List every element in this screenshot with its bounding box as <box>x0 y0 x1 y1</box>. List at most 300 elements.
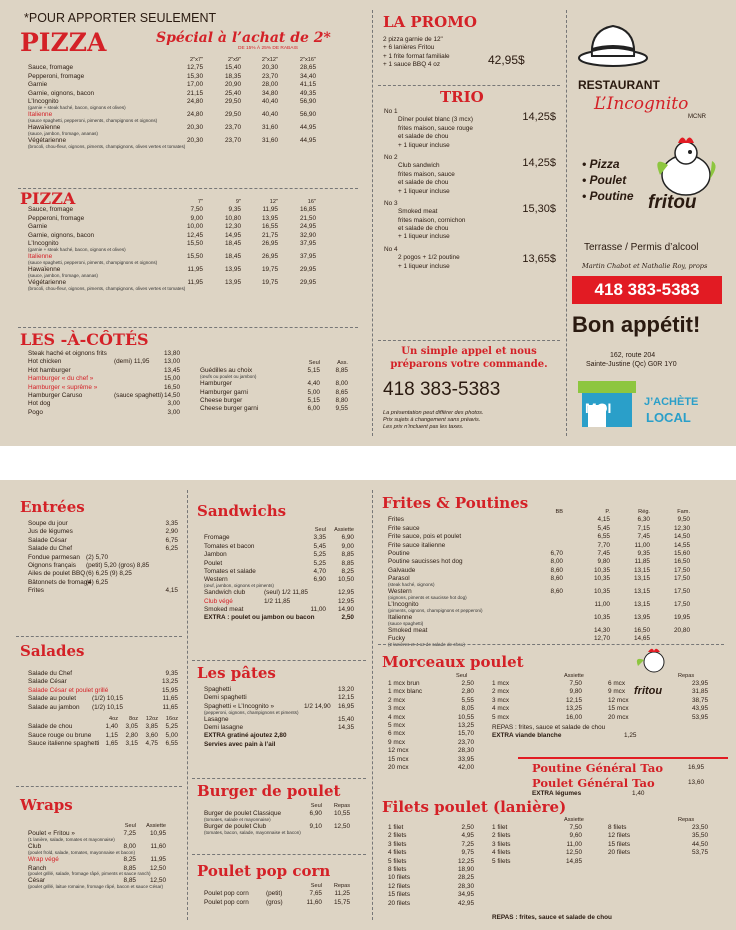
item-name: Salade César <box>28 536 67 544</box>
item-extra: 1/2 14,90 <box>304 702 331 710</box>
item-price: 10,35 <box>594 575 610 583</box>
item-name: Oignons français <box>28 561 76 569</box>
item-price: 6,55 <box>165 740 178 748</box>
menu-item <box>388 550 718 558</box>
menu-item <box>28 520 180 528</box>
item-price: 17,50 <box>674 588 690 596</box>
count-label: 20 filets <box>388 899 411 907</box>
item-price: 11,95 <box>187 278 203 286</box>
item-description: (brocoli, chou-fleur, oignons, piments, champignons, olives vertes et tomates) <box>28 143 186 149</box>
count-label: 12 filets <box>388 882 411 890</box>
menu-item <box>28 223 358 231</box>
item-price: 1,40 <box>105 723 118 731</box>
menu-item <box>204 534 356 542</box>
column-header: Repas <box>678 673 695 679</box>
item-price: 12,75 <box>187 64 203 72</box>
item-price: 12,95 <box>338 597 354 605</box>
item-name: Italienne <box>28 110 53 118</box>
item-price: 7,45 <box>597 549 610 557</box>
item-name: Tomates et salade <box>204 567 256 575</box>
item-price: 13,00 <box>164 358 180 366</box>
sandwich-extra <box>204 614 356 622</box>
item-price: 3,60 <box>145 731 158 739</box>
count-label: 20 filets <box>608 849 631 857</box>
item-price: 9,10 <box>309 823 322 831</box>
sauces-table <box>28 715 180 749</box>
divider <box>16 786 182 787</box>
item-price: 37,95 <box>300 252 316 260</box>
item-price: 20,30 <box>262 64 278 72</box>
item-price: 13,95 <box>634 613 650 621</box>
fritou-small-logo: fritou <box>634 685 663 697</box>
count-price: 33,95 <box>458 755 474 763</box>
morceaux-title: Morceaux poulet <box>382 653 524 671</box>
count-label: 15 filets <box>608 840 631 848</box>
menu-item <box>28 723 180 731</box>
menu-item <box>28 545 180 553</box>
count-label: 4 mcx <box>492 705 510 713</box>
item-name: Guédilles au choix <box>200 367 253 375</box>
count-label: 1 mcx brun <box>388 680 420 687</box>
item-price: 5,25 <box>313 559 326 567</box>
menu-item <box>28 64 358 72</box>
specialty-item: • Pizza <box>582 157 620 171</box>
item-price: 19,95 <box>674 613 690 621</box>
item-price: 25,40 <box>225 89 241 97</box>
item-price: 18,35 <box>225 72 241 80</box>
pates-extra: EXTRA gratiné ajoutez 2,80 <box>204 732 287 740</box>
disclaimer <box>383 410 483 431</box>
item-description: (2 lanières et 4 oz de salade de chou) <box>388 641 465 647</box>
item-name: Pepperoni, fromage <box>28 72 85 80</box>
item-price: 14,35 <box>338 724 354 732</box>
item-name: Poulet pop corn <box>204 890 249 898</box>
count-price: 13,25 <box>458 722 474 729</box>
column-header: Seul <box>124 823 136 829</box>
item-price: 10,35 <box>594 588 610 596</box>
item-price: 15,60 <box>674 549 690 557</box>
item-name: Garnie, oignons, bacon <box>28 89 95 97</box>
item-description: (sauce spaghetti, pepperoni, piments, champignons et oignons) <box>28 117 158 123</box>
menu-item <box>28 232 358 240</box>
menu-item <box>28 240 358 248</box>
address-line-2: Sainte-Justine (Qc) G0R 1Y0 <box>586 361 677 368</box>
item-name: Salade du Chef <box>28 670 73 677</box>
column-header: Assiette <box>564 817 584 823</box>
item-name: Western <box>204 576 228 584</box>
count-price: 9,80 <box>569 688 582 696</box>
item-extra: (2) 5,70 <box>86 553 109 561</box>
item-price: 4,15 <box>165 587 178 595</box>
trio-line: et salade de chou <box>398 179 449 187</box>
bon-appetit: Bon appétit! <box>572 312 701 337</box>
menu-item <box>28 367 184 375</box>
item-price: 8,85 <box>123 864 136 872</box>
item-price: 11,60 <box>150 843 166 851</box>
column-header: 2"x12" <box>261 57 278 63</box>
item-name: Frite sauce italienne <box>388 541 446 549</box>
count-label: 3 filets <box>492 840 511 848</box>
item-price: 13,15 <box>634 600 650 608</box>
item-price: 14,50 <box>164 391 180 399</box>
count-label: 5 mcx <box>492 713 510 721</box>
menu-item <box>204 810 356 818</box>
item-name: Pogo <box>28 408 43 416</box>
item-extra: (6) 6,25 (9) 8,25 <box>86 570 132 578</box>
burger-title: Burger de poulet <box>197 782 341 800</box>
item-price: 11,60 <box>306 898 322 906</box>
item-description: (sauce spaghetti, pepperoni, piments, champignons et oignons) <box>28 259 158 265</box>
item-price: 6,30 <box>637 516 650 524</box>
item-name: Salade César et poulet grillé <box>28 686 109 694</box>
count-price: 28,30 <box>458 747 474 755</box>
item-price: 12,30 <box>674 524 690 532</box>
item-price: 15,40 <box>225 64 241 72</box>
item-price: 17,50 <box>674 566 690 574</box>
menu-item <box>28 732 180 740</box>
column-header: Assiette <box>146 823 166 829</box>
item-price: 15,95 <box>162 686 178 694</box>
item-price: 4,15 <box>597 516 610 524</box>
item-name: Italienne <box>388 613 413 621</box>
promo-line: + 1 sauce BBQ 4 oz <box>383 61 441 69</box>
item-name: Végétarienne <box>28 278 67 286</box>
item-name: Tomates et bacon <box>204 542 255 550</box>
item-description: (steak haché, oignons) <box>388 582 435 588</box>
item-price: 7,70 <box>597 541 610 549</box>
count-price: 18,90 <box>458 866 474 873</box>
salades-title: Salades <box>20 642 85 660</box>
cotes-left-list <box>28 350 184 417</box>
item-description: (garnie + steak haché, bacon, oignons et olives) <box>28 104 126 110</box>
item-price: 10,50 <box>338 576 354 584</box>
item-price: 11,00 <box>310 606 326 614</box>
item-price: 6,75 <box>165 536 178 544</box>
table-header <box>28 715 180 723</box>
phone-number: 418 383-5383 <box>383 379 501 400</box>
count-price: 23,50 <box>692 824 708 831</box>
trio-line: frites maison, sauce rouge <box>398 124 473 132</box>
item-price: 9,35 <box>637 549 650 557</box>
item-extra: (4) 6,25 <box>86 578 109 586</box>
item-price: 12,50 <box>150 877 166 885</box>
jachete-label: J’ACHÈTE <box>644 396 699 408</box>
item-price: 15,00 <box>164 375 180 383</box>
column-header: Rég. <box>638 509 650 515</box>
count-label: 5 mcx <box>388 722 406 729</box>
trio-line: et salade de chou <box>398 133 449 141</box>
menu-item <box>204 724 356 732</box>
menu-item <box>28 392 184 400</box>
item-price: 15,40 <box>338 715 354 723</box>
trio-line: Club sandwich <box>398 162 440 170</box>
menu-item <box>28 554 180 562</box>
menu-item <box>204 576 356 584</box>
tao-extra: EXTRA légumes <box>532 790 582 797</box>
entrees-list <box>28 520 180 596</box>
popcorn-list <box>204 882 356 907</box>
item-price: 8,25 <box>123 856 136 864</box>
count-label: 2 mcx <box>388 696 406 704</box>
column-header: 7" <box>197 199 203 205</box>
item-price: 10,35 <box>594 613 610 621</box>
count-price: 8,05 <box>461 705 474 713</box>
entrees-title: Entrées <box>20 498 85 516</box>
item-price: 17,50 <box>674 575 690 583</box>
item-name: Frite sauce <box>388 524 420 532</box>
menu-item <box>28 562 180 570</box>
menu-item <box>28 384 184 392</box>
item-name: Salade du Chef <box>28 545 73 553</box>
item-price: 34,40 <box>300 72 316 80</box>
item-extra: (seul) 1/2 11,85 <box>264 589 308 597</box>
menu-item <box>28 253 358 261</box>
item-price: 24,95 <box>300 223 316 231</box>
count-label: 8 filets <box>388 866 407 873</box>
item-price: 31,60 <box>262 136 278 144</box>
trio-line: + 1 liqueur incluse <box>398 262 450 270</box>
item-name: Smoked meat <box>388 626 428 634</box>
item-price: 12,15 <box>338 694 354 702</box>
tao-rule <box>518 757 728 759</box>
menu-item <box>28 73 358 81</box>
menu-item <box>28 830 180 838</box>
table-header <box>388 508 718 516</box>
item-price: 31,60 <box>262 123 278 131</box>
item-price: 15,30 <box>187 72 203 80</box>
item-name: Hamburger Caruso <box>28 391 83 399</box>
trio-list <box>384 108 560 275</box>
trio-title: TRIO <box>440 88 484 106</box>
menu-item <box>28 877 180 885</box>
item-name: Spaghetti « L’Incognito » <box>204 702 274 710</box>
menu-item <box>204 823 356 831</box>
column-header: 2"x9" <box>228 57 241 63</box>
item-price: 28,00 <box>262 81 278 89</box>
count-label: 2 filets <box>388 832 407 840</box>
item-price: 10,55 <box>334 810 350 818</box>
burger-list <box>204 802 356 836</box>
item-price: 11,95 <box>262 206 278 214</box>
item-price: 8,00 <box>550 558 563 566</box>
item-price: 8,25 <box>341 567 354 575</box>
item-extra: (demi) 11,95 <box>114 358 150 366</box>
menu-item <box>204 598 356 606</box>
menu-item <box>204 568 356 576</box>
item-price: 8,60 <box>550 575 563 583</box>
count-label: 15 filets <box>388 891 411 899</box>
count-label: 5 filets <box>492 857 511 865</box>
item-name: Club végé <box>204 597 233 605</box>
item-price: 18,45 <box>225 252 241 260</box>
item-name: Sauce, fromage <box>28 206 74 214</box>
pates-note: Servies avec pain à l’ail <box>204 740 276 748</box>
item-description: (garnie + steak haché, bacon, oignons et olives) <box>28 246 126 252</box>
menu-item <box>200 397 356 405</box>
menu-item <box>388 601 718 609</box>
item-name: Végétarienne <box>28 136 67 144</box>
promo-title: LA PROMO <box>383 13 477 31</box>
item-price: 3,15 <box>125 740 138 748</box>
column-header: 16" <box>307 199 316 205</box>
item-price: 13,15 <box>634 566 650 574</box>
menu-item <box>388 516 718 524</box>
item-name: Fucky <box>388 635 406 643</box>
menu-item <box>388 533 718 541</box>
divider <box>378 85 560 86</box>
menu-item <box>204 703 356 711</box>
column-header: 2"x7" <box>190 57 203 63</box>
menu-item <box>28 350 184 358</box>
count-price: 42,95 <box>458 899 474 907</box>
item-name: Poulet <box>204 559 223 567</box>
count-price: 9,60 <box>569 832 582 840</box>
item-price: 12,50 <box>150 864 166 872</box>
fritou-logo: fritou <box>648 192 697 213</box>
item-price: 9,50 <box>677 516 690 524</box>
count-label: 6 mcx <box>388 730 406 738</box>
count-price: 31,85 <box>692 688 708 696</box>
item-price: 12,50 <box>334 823 350 831</box>
item-name: Italienne <box>28 252 53 260</box>
item-description: (piments, oignons, champignons et pepperoni) <box>388 607 483 613</box>
item-price: 32,90 <box>300 231 316 239</box>
item-price: 19,75 <box>262 278 278 286</box>
count-label: 12 mcx <box>388 747 409 755</box>
item-name: Hawaïenne <box>28 265 61 273</box>
column-header: 12" <box>269 199 278 205</box>
menu-item <box>28 124 358 132</box>
logo-restaurant: RESTAURANT <box>578 78 660 92</box>
count-label: 1 mcx blanc <box>388 688 423 696</box>
trio-line: Dîner poulet blanc (3 mcx) <box>398 116 473 124</box>
item-name: Pepperoni, fromage <box>28 214 85 222</box>
trio-item <box>384 200 560 242</box>
column-header: Seul <box>456 673 468 679</box>
repas-note: REPAS : frites, sauce et salade de chou <box>492 724 606 731</box>
divider <box>192 854 366 855</box>
cotes-title: LES -À-CÔTÉS <box>20 330 149 349</box>
trio-item <box>384 108 560 150</box>
promo-price: 42,95$ <box>488 53 525 67</box>
menu-item <box>28 843 180 851</box>
count-price: 23,95 <box>692 680 708 687</box>
count-label: 1 mcx <box>492 680 510 687</box>
count-price: 35,50 <box>692 832 708 840</box>
column-header: Ass. <box>337 360 348 366</box>
divider <box>192 778 366 779</box>
item-price: 1,15 <box>105 731 118 739</box>
menu-item <box>204 890 356 898</box>
item-price: 20,80 <box>674 626 690 634</box>
pizza-double-table <box>28 56 358 150</box>
count-price: 9,75 <box>461 849 474 857</box>
count-label: 15 mcx <box>608 705 629 713</box>
item-name: Cheese burger garni <box>200 405 259 413</box>
trio-line: frites maison, cornichon <box>398 216 466 224</box>
frites-title: Frites & Poutines <box>382 494 529 512</box>
item-name: L’Incognito <box>28 239 59 247</box>
item-price: 12,95 <box>338 589 354 597</box>
count-price: 53,75 <box>692 849 708 857</box>
menu-item <box>204 686 356 694</box>
item-name: Hot dog <box>28 400 51 408</box>
item-name: Garnie <box>28 81 48 89</box>
pizza-title: PIZZA <box>20 28 107 57</box>
takeout-note: *POUR APPORTER SEULEMENT <box>24 11 217 25</box>
item-price: 28,65 <box>300 64 316 72</box>
column-header: Repas <box>333 883 350 889</box>
column-header: 12oz <box>145 716 158 722</box>
table-header <box>204 882 356 890</box>
menu-item <box>204 589 356 597</box>
cotes-right-list <box>200 359 356 414</box>
menu-item <box>28 358 184 366</box>
item-name: Sauce rouge ou brune <box>28 731 92 739</box>
item-description: (sauce, jambon, fromage, ananas) <box>28 272 98 278</box>
item-price: 29,50 <box>225 97 241 105</box>
menu-item <box>28 687 180 695</box>
count-label: 9 mcx <box>388 738 406 746</box>
trio-number: No 2 <box>384 153 398 161</box>
item-price: 3,85 <box>145 723 158 731</box>
item-description: (tomates, bacon, salade, mayonnaise et bacon) <box>204 830 301 836</box>
item-price: 6,55 <box>597 533 610 541</box>
filets-table <box>388 816 718 926</box>
column-header: Repas <box>333 803 350 809</box>
column-divider <box>372 10 373 436</box>
item-price: 16,95 <box>338 702 354 710</box>
item-name: Demi lasagne <box>204 724 244 732</box>
item-price: 8,85 <box>335 367 348 375</box>
item-price: 9,80 <box>597 558 610 566</box>
menu-item <box>204 560 356 568</box>
extra-price: 1,25 <box>624 732 637 739</box>
count-price: 7,25 <box>461 840 474 848</box>
item-price: 5,15 <box>307 397 320 405</box>
promo-line: + 1 frite format familiale <box>383 52 450 60</box>
menu-item <box>28 856 180 864</box>
menu-item <box>28 111 358 119</box>
disclaimer-line: La présentation peut différer des photos. <box>383 410 484 416</box>
menu-item <box>28 587 180 595</box>
item-price: 4,75 <box>145 740 158 748</box>
pates-title: Les pâtes <box>197 664 276 682</box>
frites-table <box>388 508 718 648</box>
menu-item <box>204 551 356 559</box>
moi-label: MOI <box>585 400 612 416</box>
item-price: 11,95 <box>187 265 203 273</box>
item-price: 21,50 <box>300 214 316 222</box>
table-header <box>28 822 180 830</box>
column-header: Seul <box>310 883 322 889</box>
item-price: 6,00 <box>307 405 320 413</box>
column-header: 2"x16" <box>299 57 316 63</box>
item-price: 8,80 <box>335 397 348 405</box>
item-price: 5,25 <box>165 723 178 731</box>
item-price: 44,95 <box>300 123 316 131</box>
item-description: (œufs ou poulet ou jambon) <box>200 374 257 380</box>
item-name: Fromage <box>204 534 230 542</box>
item-price: 12,30 <box>225 223 241 231</box>
item-extra: (petit) 5,20 (gros) 8,85 <box>86 561 150 569</box>
menu-item <box>28 279 358 287</box>
item-price: 6,90 <box>341 534 354 542</box>
menu-item <box>28 678 180 686</box>
menu-item <box>28 400 184 408</box>
item-name: Hot hamburger <box>28 366 71 374</box>
item-name: Parasol <box>388 575 410 583</box>
